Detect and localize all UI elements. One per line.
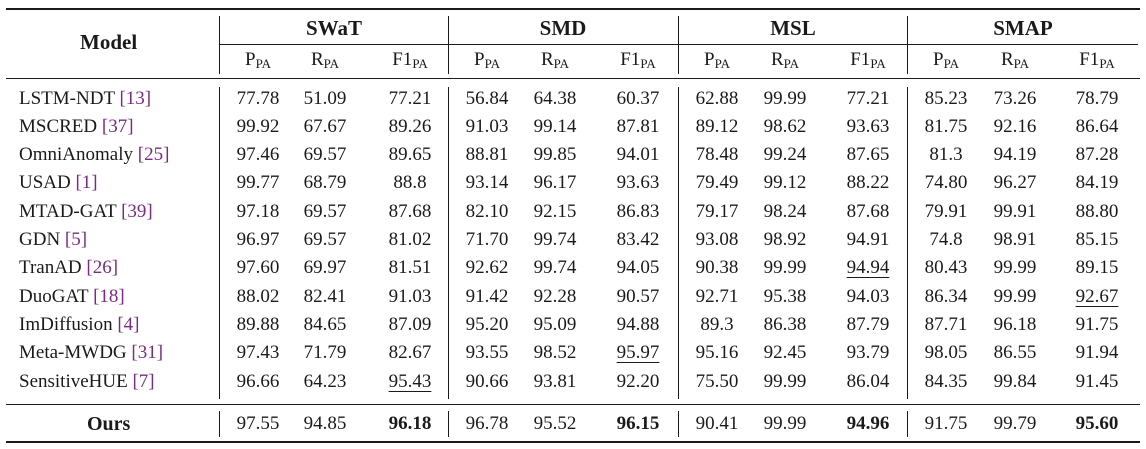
metric-base: F1 [620,49,641,70]
table-cell-value: 81.02 [388,229,432,250]
ours-cell-value: 90.41 [695,413,739,434]
ours-label: Ours [87,413,131,435]
table-cell-value: 87.09 [388,314,432,335]
table-cell-value: 88.22 [846,172,890,193]
table-row-model [19,229,87,251]
table-cell-value: 94.19 [993,144,1037,165]
model-name: MTAD-GAT [19,201,122,222]
table-cell-value: 87.71 [924,314,968,335]
metric-subscript: PA [1013,56,1030,71]
table-row-model [19,314,140,336]
table-row-model [19,88,151,110]
metric-header-smd-f1 [599,49,677,72]
table-cell-value: 95.16 [695,342,739,363]
table-cell-value: 93.08 [695,229,739,250]
group-header-smap: SMAP [993,16,1053,40]
table-row-model [19,371,155,393]
table-cell-value: 62.88 [695,88,739,109]
table-cell-value: 88.80 [1075,201,1119,222]
table-row-model [19,257,118,279]
table-cell-value: 69.57 [303,229,347,250]
citation-link[interactable]: [31] [131,342,164,363]
table-cell-value: 82.41 [303,286,347,307]
table-cell-value: 86.34 [924,286,968,307]
table-cell-value: 94.03 [846,286,890,307]
table-cell-value: 99.99 [763,257,807,278]
metric-base: R [310,49,324,70]
table-cell-value: 69.57 [303,201,347,222]
metric-subscript: PA [484,56,500,71]
metric-subscript: PA [943,56,959,71]
table-cell-value: 67.67 [303,116,347,137]
table-cell-value: 93.81 [533,371,577,392]
table-cell-value: 99.99 [993,257,1037,278]
metric-header-msl-r [746,49,824,72]
model-header: Model [80,30,138,54]
table-cell-value: 74.8 [929,229,963,250]
citation-link[interactable]: [18] [93,286,125,307]
table-cell-value: 96.18 [993,314,1037,335]
table-cell-value: 89.26 [388,116,432,137]
table-cell-value: 87.68 [846,201,890,222]
table-cell-value: 87.28 [1075,144,1119,165]
table-cell-value: 94.88 [616,314,660,335]
table-cell-value: 90.66 [465,371,509,392]
table-cell-value: 84.65 [303,314,347,335]
table-row-model [19,342,163,364]
model-name: MSCRED [19,116,102,137]
table-cell-value: 97.46 [236,144,280,165]
table-row-model [19,201,153,223]
citation-link[interactable]: [39] [121,201,153,222]
ours-cell-value: 94.85 [303,413,347,434]
table-cell-value: 89.88 [236,314,280,335]
table-cell-value: 99.77 [236,172,280,193]
table-cell-value: 71.79 [303,342,347,363]
metric-base: R [540,49,554,70]
table-cell-value: 92.62 [465,257,509,278]
model-name: USAD [19,172,76,193]
model-name: LSTM-NDT [19,88,120,109]
table-cell-value: 85.23 [924,88,968,109]
table-row-model [19,144,169,166]
table-cell-value: 98.91 [993,229,1037,250]
model-name: TranAD [19,257,87,278]
ours-cell-value: 95.60 [1075,413,1119,434]
metric-subscript: PA [783,56,800,71]
table-cell-value: 91.42 [465,286,509,307]
table-cell-value: 88.02 [236,286,280,307]
table-cell-value: 93.14 [465,172,509,193]
table-cell-value: 99.85 [533,144,577,165]
metric-header-smap-f1 [1058,49,1136,72]
metric-base: F1 [850,49,871,70]
table-cell-value: 89.65 [388,144,432,165]
table-cell-value: 97.60 [236,257,280,278]
table-cell-value: 92.71 [695,286,739,307]
table-cell-value: 91.03 [465,116,509,137]
table-cell-value: 99.99 [993,286,1037,307]
model-name: SensitiveHUE [19,371,133,392]
metric-header-smd-r [516,49,594,72]
metric-base: P [244,49,256,70]
table-cell-value: 74.80 [924,172,968,193]
metric-base: F1 [392,49,413,70]
citation-link[interactable]: [37] [101,116,134,137]
table-cell-value: 94.05 [616,257,660,278]
table-cell-value: 87.79 [846,314,890,335]
table-cell-value: 64.23 [303,371,347,392]
ours-cell-value: 94.96 [846,413,890,434]
table-cell-value: 98.62 [763,116,807,137]
table-cell-value: 93.63 [846,116,890,137]
table-cell-value: 86.55 [993,342,1037,363]
metric-subscript: PA [714,56,730,71]
metric-subscript: PA [412,56,428,71]
metric-subscript: PA [553,56,570,71]
model-name: OmniAnomaly [19,144,138,165]
table-cell-value: 60.37 [616,88,660,109]
group-underline-swat [220,44,448,45]
table-cell-value: 79.91 [924,201,968,222]
table-cell-value: 87.68 [388,201,432,222]
table-cell-value: 77.21 [388,88,432,109]
top-rule [6,8,1140,10]
table-cell-value: 99.99 [763,88,807,109]
table-cell-value: 98.05 [924,342,968,363]
metric-subscript: PA [640,56,656,71]
table-cell-value: 77.21 [846,88,890,109]
table-cell-value: 92.16 [993,116,1037,137]
table-cell-value: 95.20 [465,314,509,335]
metric-base: F1 [1079,49,1100,70]
table-cell-value: 77.78 [236,88,280,109]
table-cell-value: 94.94 [846,257,890,278]
metric-subscript: PA [870,56,886,71]
table-row-model [19,172,98,194]
table-cell-value: 99.84 [993,371,1037,392]
table-cell-value: 85.15 [1075,229,1119,250]
metric-subscript: PA [1099,56,1115,71]
model-name: GDN [19,229,65,250]
table-cell-value: 82.10 [465,201,509,222]
table-cell-value: 84.35 [924,371,968,392]
table-cell-value: 99.12 [763,172,807,193]
bottom-rule [6,441,1140,443]
group-underline-smap [908,44,1138,45]
table-cell-value: 56.84 [465,88,509,109]
table-cell-value: 51.09 [303,88,347,109]
citation-link[interactable]: [7] [132,371,155,392]
table-cell-value: 73.26 [993,88,1037,109]
table-cell-value: 99.14 [533,116,577,137]
metric-base: R [1000,49,1014,70]
table-cell-value: 78.79 [1075,88,1119,109]
group-underline-smd [449,44,678,45]
table-cell-value: 69.57 [303,144,347,165]
table-cell-value: 95.38 [763,286,807,307]
table-cell-value: 82.67 [388,342,432,363]
table-cell-value: 71.70 [465,229,509,250]
ours-cell-value: 96.18 [388,413,432,434]
metric-base: P [473,49,485,70]
table-cell-value: 78.48 [695,144,739,165]
table-cell-value: 95.09 [533,314,577,335]
ours-cell-value: 96.15 [616,413,660,434]
table-cell-value: 98.52 [533,342,577,363]
table-cell-value: 91.03 [388,286,432,307]
header-rule [6,78,1140,79]
citation-link[interactable]: [5] [64,229,88,250]
table-cell-value: 79.17 [695,201,739,222]
table-cell-value: 93.63 [616,172,660,193]
ours-rule [6,404,1140,405]
table-cell-value: 92.28 [533,286,577,307]
group-underline-msl [679,44,907,45]
table-cell-value: 92.20 [616,371,660,392]
table-cell-value: 91.75 [1075,314,1119,335]
table-cell-value: 75.50 [695,371,739,392]
table-cell-value: 96.27 [993,172,1037,193]
group-header-msl: MSL [770,16,816,40]
metric-header-smap-r [976,49,1054,72]
table-cell-value: 81.75 [924,116,968,137]
table-cell-value: 79.49 [695,172,739,193]
table-cell-value: 97.18 [236,201,280,222]
table-cell-value: 94.01 [616,144,660,165]
table-cell-value: 89.3 [700,314,734,335]
group-header-swat: SWaT [305,16,363,40]
table-cell-value: 96.97 [236,229,280,250]
table-cell-value: 93.79 [846,342,890,363]
metric-header-smap-p [907,49,985,72]
ours-cell-value: 97.55 [236,413,280,434]
table-cell-value: 97.43 [236,342,280,363]
table-cell-value: 87.65 [846,144,890,165]
table-row-model [19,116,134,138]
table-cell-value: 81.51 [388,257,432,278]
citation-link[interactable]: [25] [137,144,170,165]
table-cell-value: 86.83 [616,201,660,222]
model-name: Meta-MWDG [19,342,132,363]
table-cell-value: 92.15 [533,201,577,222]
table-cell-value: 99.74 [533,257,577,278]
metric-base: P [703,49,715,70]
table-cell-value: 95.97 [616,342,660,363]
table-cell-value: 68.79 [303,172,347,193]
table-cell-value: 94.91 [846,229,890,250]
ours-cell-value: 96.78 [465,413,509,434]
metric-header-swat-r [286,49,364,72]
table-cell-value: 86.04 [846,371,890,392]
ours-cell-value: 91.75 [924,413,968,434]
table-cell-value: 88.8 [393,172,427,193]
table-cell-value: 87.81 [616,116,660,137]
table-cell-value: 90.57 [616,286,660,307]
table-cell-value: 86.64 [1075,116,1119,137]
metric-header-swat-f1 [371,49,449,72]
table-cell-value: 96.66 [236,371,280,392]
table-cell-value: 99.92 [236,116,280,137]
table-cell-value: 99.99 [763,371,807,392]
group-header-smd: SMD [539,16,587,40]
table-cell-value: 92.67 [1075,286,1119,307]
model-name: DuoGAT [19,286,94,307]
table-cell-value: 91.45 [1075,371,1119,392]
metric-header-msl-p [678,49,756,72]
table-cell-value: 86.38 [763,314,807,335]
table-cell-value: 93.55 [465,342,509,363]
table-cell-value: 99.91 [993,201,1037,222]
table-cell-value: 98.24 [763,201,807,222]
table-cell-value: 84.19 [1075,172,1119,193]
metric-base: R [770,49,784,70]
ours-cell-value: 99.99 [763,413,807,434]
table-cell-value: 88.81 [465,144,509,165]
table-cell-value: 99.24 [763,144,807,165]
table-cell-value: 83.42 [616,229,660,250]
metric-base: P [932,49,944,70]
ours-cell-value: 99.79 [993,413,1037,434]
metric-header-smd-p [448,49,526,72]
table-cell-value: 95.43 [388,371,432,392]
metric-subscript: PA [255,56,271,71]
metric-header-msl-f1 [829,49,907,72]
table-cell-value: 81.3 [929,144,963,165]
table-cell-value: 64.38 [533,88,577,109]
table-cell-value: 90.38 [695,257,739,278]
model-name: ImDiffusion [19,314,118,335]
table-cell-value: 92.45 [763,342,807,363]
citation-link[interactable]: [13] [119,88,152,109]
metric-subscript: PA [323,56,340,71]
table-cell-value: 91.94 [1075,342,1119,363]
table-cell-value: 89.15 [1075,257,1119,278]
table-row-model [19,286,125,308]
table-cell-value: 89.12 [695,116,739,137]
citation-link[interactable]: [26] [86,257,119,278]
table-cell-value: 80.43 [924,257,968,278]
citation-link[interactable]: [1] [75,172,98,193]
ours-cell-value: 95.52 [533,413,577,434]
citation-link[interactable]: [4] [117,314,140,335]
table-cell-value: 99.74 [533,229,577,250]
table-cell-value: 96.17 [533,172,577,193]
table-cell-value: 69.97 [303,257,347,278]
table-cell-value: 98.92 [763,229,807,250]
